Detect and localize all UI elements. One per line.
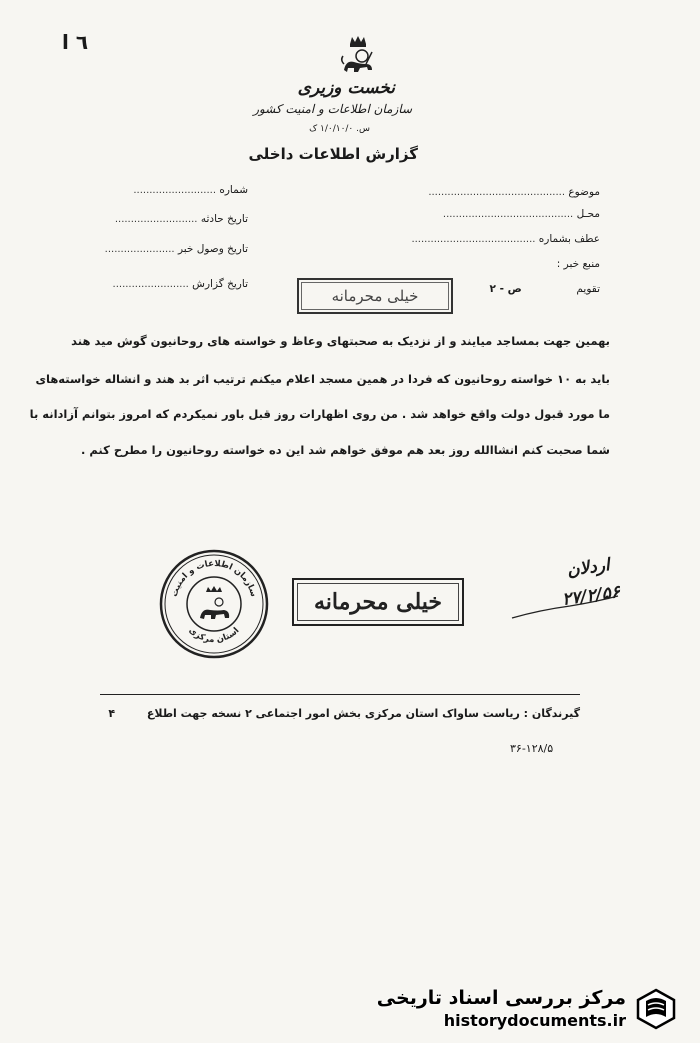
- receipt-date-field: [105, 243, 248, 255]
- watermark: [377, 985, 678, 1033]
- recipients-line: [108, 707, 580, 720]
- bottom-classification-stamp: خیلی محرمانه: [292, 578, 464, 626]
- rating-label: تقویم: [576, 283, 600, 295]
- incident-date-dots: ..........................: [114, 214, 198, 225]
- location-field: [443, 208, 600, 220]
- body-line-2: باید به ۱۰ خواسته روحانیون که فردا در همین مسجد اعلام میکنم ترتیب اثر بد هند و انشاله خواسته‌های: [35, 372, 610, 386]
- watermark-url: historydocuments.ir: [443, 1010, 626, 1030]
- seal-bottom-text: استان مرکزی: [186, 625, 242, 646]
- rating-field: [490, 283, 600, 295]
- report-title: گزارش اطلاعات داخلی: [248, 145, 418, 163]
- recipients-count: ۴: [108, 707, 116, 720]
- signature-block: [510, 556, 620, 622]
- body-line-4: شما صحبت کنم انشاالله روز بعد هم موفق خواهم شد این ده خواسته روحانیون را مطرح کنم .: [81, 443, 610, 457]
- incident-date-field: [115, 213, 248, 225]
- ref-label: عطف بشماره: [538, 233, 600, 245]
- organization-seal-icon: [158, 548, 270, 660]
- lion-and-sun-emblem-icon: [338, 34, 378, 78]
- svg-text:سازمان اطلاعات و امنیت: [170, 559, 259, 598]
- svg-text:استان مرکزی: [187, 626, 242, 645]
- footer-divider: [100, 694, 580, 695]
- location-label: محـل: [576, 208, 600, 220]
- report-date-label: تاریخ گزارش: [192, 278, 248, 290]
- body-line-3: ما مورد قبول دولت واقع خواهد شد . من روی اظهارات روز قبل باور نمیکردم که امروز بتوانم آزادانه با: [29, 407, 610, 421]
- form-number: س. ۱/۰/۱۰/۰ ک: [309, 124, 370, 134]
- ref-field: [411, 233, 600, 245]
- organization-heading: سازمان اطلاعات و امنیت کشور: [253, 102, 412, 116]
- number-label: شماره: [219, 184, 248, 196]
- number-dots: ..........................: [133, 185, 217, 196]
- seal-top-text: سازمان اطلاعات و امنیت: [169, 558, 259, 599]
- ministry-heading: نخست وزیری: [297, 78, 395, 98]
- watermark-logo-icon: [634, 987, 678, 1031]
- source-label: منبع خبر :: [556, 258, 600, 270]
- subject-label: موضوع: [568, 186, 600, 198]
- recipients-text: گیرندگان : ریاست ساواک استان مرکزی بخش امور اجتماعی ۲ نسخه جهت اطلاع: [146, 707, 580, 720]
- signature-stroke-icon: [510, 592, 620, 622]
- receipt-date-label: تاریخ وصول خبر: [177, 243, 248, 255]
- top-classification-stamp: خیلی محرمانه: [297, 278, 453, 314]
- rating-value: ص - ۲: [489, 283, 522, 295]
- number-field: [133, 184, 248, 196]
- report-date-field: [113, 278, 248, 290]
- body-line-1: بهمین جهت بمساجد میایند و از نزدیک به صحبتهای وعاظ و خواسته های روحانیون گوش مید هند: [71, 334, 610, 348]
- source-field: [557, 258, 600, 270]
- watermark-persian: مرکز بررسی اسناد تاریخی: [376, 987, 626, 1010]
- signature-date: ۲۷/۲/۵۶: [560, 582, 622, 610]
- location-dots: .........................................: [442, 209, 574, 220]
- subject-field: [428, 186, 600, 198]
- report-date-dots: ........................: [112, 279, 189, 290]
- archive-reference: ۳۶-۱۲۸/۵: [510, 742, 554, 755]
- page-corner-mark: ٦ ا: [62, 30, 89, 54]
- subject-dots: ...........................................: [428, 187, 565, 198]
- receipt-date-dots: ......................: [104, 244, 175, 255]
- ref-dots: .......................................: [411, 234, 536, 245]
- signature: اردلان: [566, 555, 612, 581]
- incident-date-label: تاریخ حادثه: [200, 213, 248, 225]
